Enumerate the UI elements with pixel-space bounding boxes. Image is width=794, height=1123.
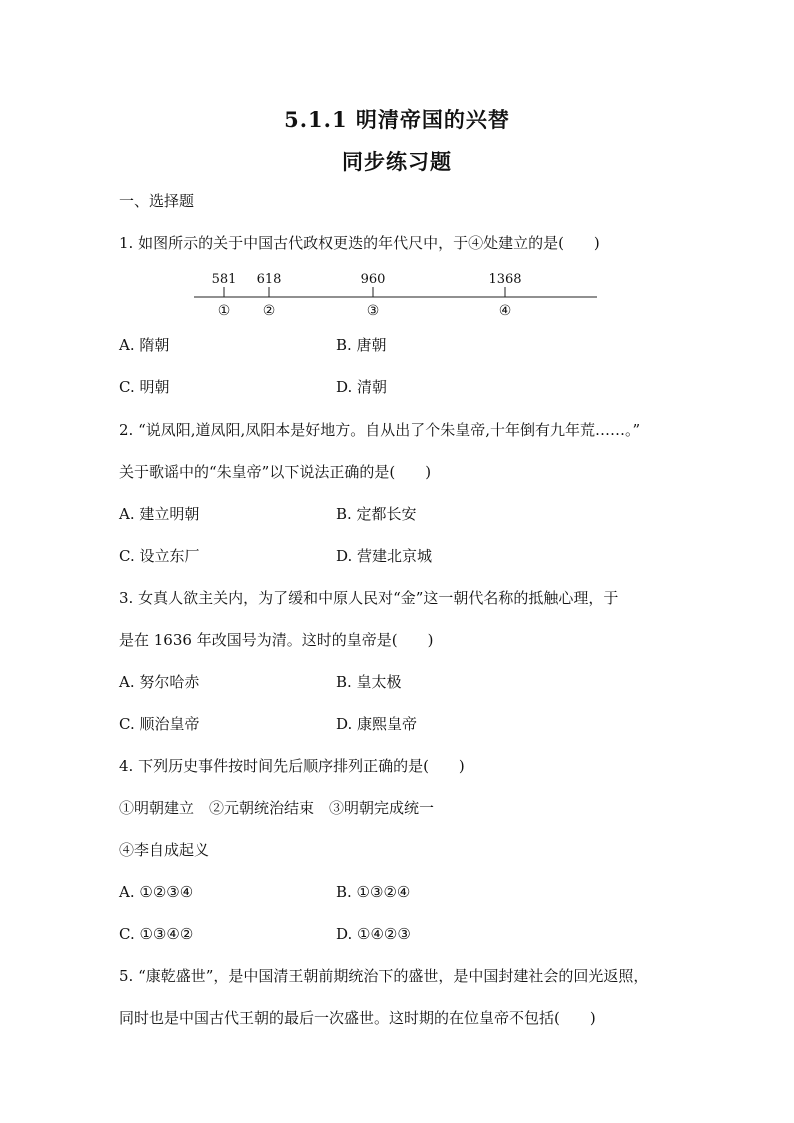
question-2-stem-line-2: 关于歌谣中的“朱皇帝”以下说法正确的是( ) <box>119 463 432 481</box>
q3-option-c[interactable]: C. 顺治皇帝 <box>119 715 200 733</box>
q2-option-d[interactable]: D. 营建北京城 <box>336 547 433 565</box>
question-4-stem-line-3: ④李自成起义 <box>119 841 210 859</box>
timeline-position-marker: ② <box>262 303 276 319</box>
q1-option-d[interactable]: D. 清朝 <box>336 378 388 396</box>
timeline-figure <box>0 0 794 330</box>
question-1-stem: 1. 如图所示的关于中国古代政权更迭的年代尺中，于④处建立的是( ) <box>119 234 600 252</box>
question-5-stem-line-2: 同时也是中国古代王朝的最后一次盛世。这时期的在位皇帝不包括( ) <box>119 1009 596 1027</box>
q3-option-b[interactable]: B. 皇太极 <box>336 673 402 691</box>
q4-option-c[interactable]: C. ①③④② <box>119 925 194 943</box>
timeline-year-label: 581 <box>211 272 237 287</box>
q2-option-a[interactable]: A. 建立明朝 <box>119 505 200 523</box>
q1-option-c[interactable]: C. 明朝 <box>119 378 170 396</box>
q4-option-b[interactable]: B. ①③②④ <box>336 883 411 901</box>
question-4-stem-line-2: ①明朝建立 ②元朝统治结束 ③明朝完成统一 <box>119 799 435 817</box>
q1-option-a[interactable]: A. 隋朝 <box>119 336 170 354</box>
question-3-stem-line-2: 是在 1636 年改国号为清。这时的皇帝是( ) <box>119 631 434 649</box>
q1-option-b[interactable]: B. 唐朝 <box>336 336 387 354</box>
timeline-position-marker: ① <box>217 303 231 319</box>
page-subtitle: 同步练习题 <box>342 149 452 174</box>
timeline-year-label: 960 <box>360 272 386 287</box>
question-3-stem-line-1: 3. 女真人欲主关内，为了缓和中原人民对“金”这一朝代名称的抵触心理，于 <box>119 589 619 607</box>
question-5-stem-line-1: 5. “康乾盛世”，是中国清王朝前期统治下的盛世，是中国封建社会的回光返照， <box>119 967 649 985</box>
q3-option-d[interactable]: D. 康熙皇帝 <box>336 715 418 733</box>
timeline-year-label: 1368 <box>488 272 522 287</box>
question-2-stem-line-1: 2. “说凤阳,道凤阳,凤阳本是好地方。自从出了个朱皇帝,十年倒有九年荒……。” <box>119 421 641 439</box>
timeline-position-marker: ③ <box>366 303 380 319</box>
q4-option-a[interactable]: A. ①②③④ <box>119 883 194 901</box>
q2-option-b[interactable]: B. 定都长安 <box>336 505 417 523</box>
timeline-position-marker: ④ <box>498 303 512 319</box>
page-title: 5.1.1 明清帝国的兴替 <box>284 107 510 132</box>
q2-option-c[interactable]: C. 设立东厂 <box>119 547 200 565</box>
question-4-stem-line-1: 4. 下列历史事件按时间先后顺序排列正确的是( ) <box>119 757 465 775</box>
q3-option-a[interactable]: A. 努尔哈赤 <box>119 673 200 691</box>
q4-option-d[interactable]: D. ①④②③ <box>336 925 411 943</box>
section-heading: 一、选择题 <box>119 192 195 210</box>
timeline-year-label: 618 <box>256 272 282 287</box>
